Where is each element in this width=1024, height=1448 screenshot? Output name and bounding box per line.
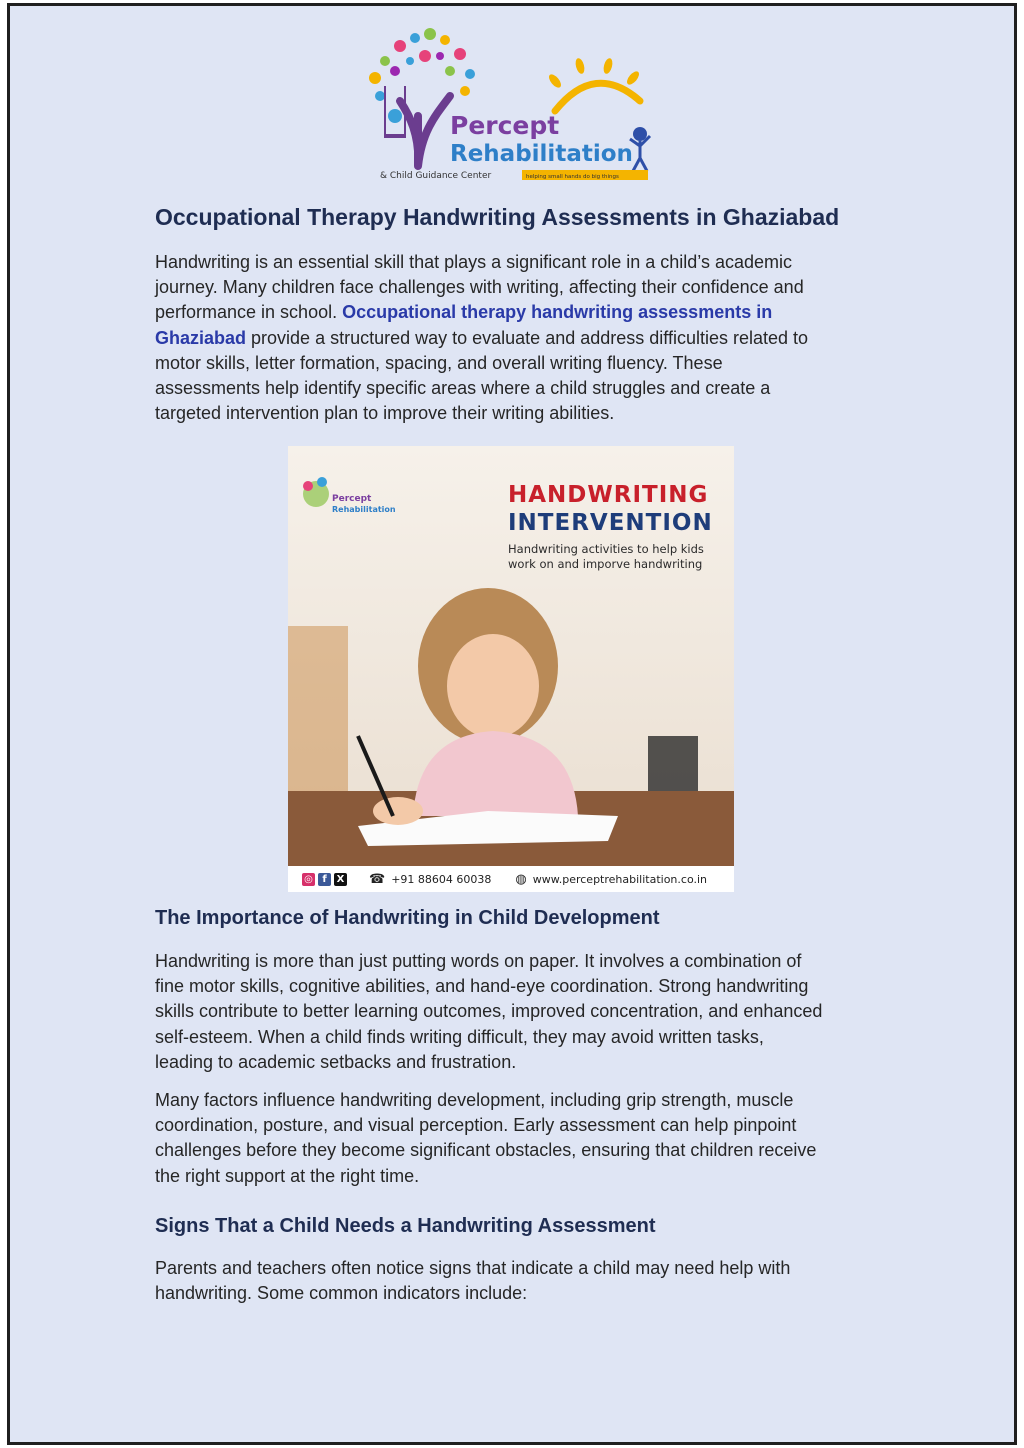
text-line: skills contribute to better learning outcomes, improved concentration, and enhanced [155, 1001, 823, 1022]
text-line [155, 326, 885, 351]
text-line: leading to academic setbacks and frustration. [155, 1051, 517, 1072]
importance-paragraph-1 [155, 949, 885, 1075]
text-line: targeted intervention plan to improve their writing abilities. [155, 403, 615, 424]
text-line: self-esteem. When a child finds writing difficult, they may avoid written tasks, [155, 1026, 764, 1047]
text-line: Handwriting is an essential skill that plays a significant role in a child’s academic [155, 252, 792, 272]
svg-text:Percept: Percept [332, 494, 372, 504]
text-line: challenges before they become significant obstacles, ensuring that children receive [155, 1140, 817, 1161]
text-line: fine motor skills, cognitive abilities, and hand-eye coordination. Strong handwriting [155, 976, 809, 997]
x-icon[interactable]: X [334, 873, 347, 886]
intro-paragraph [155, 250, 885, 426]
svg-text:Rehabilitation: Rehabilitation [450, 141, 633, 167]
percept-logo [340, 16, 660, 186]
promo-headline-1: HANDWRITING [508, 482, 709, 508]
section-heading-importance: The Importance of Handwriting in Child Development [155, 907, 660, 929]
phone-icon: ☎ [369, 871, 386, 887]
service-link[interactable]: Occupational therapy handwriting assessments in [342, 302, 773, 323]
text-line: coordination, posture, and visual perception. Early assessment can help pinpoint [155, 1115, 797, 1136]
svg-text:helping small hands do big thi: helping small hands do big things [526, 174, 619, 180]
promo-footer [288, 866, 734, 892]
svg-text:Percept: Percept [450, 111, 560, 140]
text-line: Handwriting is more than just putting words on paper. It involves a combination of [155, 951, 802, 971]
facebook-icon[interactable]: f [318, 873, 331, 886]
text-line: handwriting. Some common indicators include: [155, 1283, 528, 1304]
svg-text:Rehabilitation: Rehabilitation [332, 505, 396, 514]
promo-sub-line: work on and imporve handwriting [508, 557, 703, 571]
importance-paragraph-2 [155, 1088, 885, 1189]
document-page [7, 3, 1017, 1445]
promo-headline [508, 482, 728, 572]
text-span: provide a structured way to evaluate and address difficulties related to [246, 327, 809, 348]
text-span: performance in school. [155, 302, 343, 323]
promo-website[interactable]: www.perceptrehabilitation.co.in [532, 872, 708, 886]
service-link-cont[interactable]: Ghaziabad [155, 327, 247, 348]
signs-paragraph [155, 1256, 885, 1306]
text-line: the right support at the right time. [155, 1165, 420, 1186]
promo-sub-line: Handwriting activities to help kids [508, 542, 704, 556]
promo-image [288, 446, 734, 892]
svg-text:& Child Guidance Center: & Child Guidance Center [380, 171, 492, 181]
instagram-icon[interactable]: ◎ [302, 873, 315, 886]
text-line: assessments help identify specific areas where a child struggles and create a [155, 378, 771, 399]
promo-headline-2: INTERVENTION [508, 510, 713, 536]
text-line: motor skills, letter formation, spacing, and overall writing fluency. These [155, 352, 723, 373]
text-line [155, 300, 885, 325]
promo-phone[interactable]: +91 88604 60038 [391, 872, 492, 886]
globe-icon: ◍ [515, 871, 527, 887]
section-heading-signs: Signs That a Child Needs a Handwriting Assessment [155, 1215, 656, 1237]
page-title: Occupational Therapy Handwriting Assessments in Ghaziabad [155, 204, 840, 230]
text-line: Parents and teachers often notice signs that indicate a child may need help with [155, 1258, 791, 1278]
text-line: Many factors influence handwriting development, including grip strength, muscle [155, 1090, 794, 1110]
text-line: journey. Many children face challenges with writing, affecting their confidence and [155, 277, 804, 298]
promo-subtitle [508, 542, 728, 572]
